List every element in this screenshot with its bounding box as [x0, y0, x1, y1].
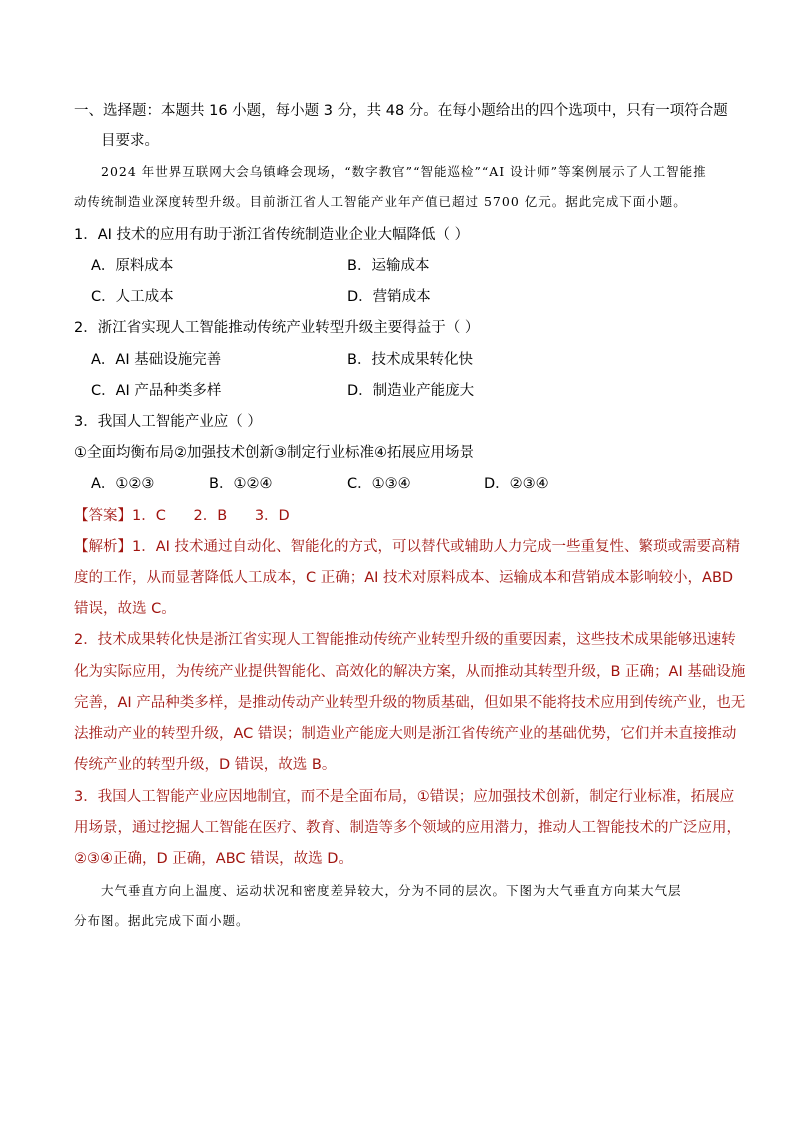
answer-block: [74, 506, 290, 526]
analysis-label: 【解析】: [74, 539, 132, 555]
question-3-option-a[interactable]: A．①②③: [91, 476, 155, 492]
analysis-p2-line5: 传统产业的转型升级，D 错误，故选 B。: [74, 757, 337, 773]
analysis-p2-line1: 2．技术成果转化快是浙江省实现人工智能推动传统产业转型升级的重要因素，这些技术成果能够迅速转: [74, 632, 736, 648]
analysis-p1-line3: 错误，故选 C。: [74, 601, 176, 617]
section-header-line1: 一、选择题：本题共 16 小题，每小题 3 分，共 48 分。在每小题给出的四个选项中，只有一项符合题: [74, 103, 728, 119]
question-2-option-a[interactable]: A．AI 基础设施完善: [91, 352, 222, 368]
analysis-p1-line1: [74, 537, 740, 557]
analysis-p2-line4: 法推动产业的转型升级，AC 错误；制造业产能庞大则是浙江省传统产业的基础优势，它们并未直接推动: [74, 726, 737, 742]
question-3-stem: 3．我国人工智能产业应（ ）: [74, 414, 262, 430]
question-1-option-c[interactable]: C．人工成本: [91, 289, 174, 305]
material1-line2: 动传统制造业深度转型升级。目前浙江省人工智能产业年产值已超过 5700 亿元。据此完成下面小题。: [74, 194, 687, 209]
question-2-option-d[interactable]: D．制造业产能庞大: [347, 383, 475, 399]
material1-line1: 2024 年世界互联网大会乌镇峰会现场，“数字教官”“智能巡检”“AI 设计师”等案例展示了人工智能推: [101, 164, 707, 179]
material2-line2: 分布图。据此完成下面小题。: [74, 913, 250, 928]
analysis-p3-line1: 3．我国人工智能产业应因地制宜，而不是全面布局，①错误；应加强技术创新，制定行业标准，拓展应: [74, 789, 735, 805]
question-3-option-c[interactable]: C．①③④: [347, 476, 411, 492]
analysis-p2-line2: 化为实际应用，为传统产业提供智能化、高效化的解决方案，从而推动其转型升级，B 正确；AI 基础设施: [74, 664, 746, 680]
analysis-p1-line2: 度的工作，从而显著降低人工成本，C 正确；AI 技术对原料成本、运输成本和营销成本影响较小，ABD: [74, 570, 734, 586]
question-2-option-c[interactable]: C．AI 产品种类多样: [91, 383, 222, 399]
analysis-p2-line3: 完善，AI 产品种类多样，是推动传动产业转型升级的物质基础，但如果不能将技术应用到传统产业，也无: [74, 695, 746, 711]
answer-label: 【答案】: [74, 508, 132, 524]
analysis-p3-line3: ②③④正确，D 正确，ABC 错误，故选 D。: [74, 851, 353, 867]
question-1-stem: 1．AI 技术的应用有助于浙江省传统制造业企业大幅降低（ ）: [74, 227, 470, 243]
question-3-option-b[interactable]: B．①②④: [209, 476, 273, 492]
question-1-option-d[interactable]: D．营销成本: [347, 289, 431, 305]
question-1-option-a[interactable]: A．原料成本: [91, 258, 174, 274]
section-header-line2: 目要求。: [101, 133, 159, 149]
question-2-stem: 2．浙江省实现人工智能推动传统产业转型升级主要得益于（ ）: [74, 320, 480, 336]
question-3-option-d[interactable]: D．②③④: [484, 476, 549, 492]
analysis-p1-text1: 1．AI 技术通过自动化、智能化的方式，可以替代或辅助人力完成一些重复性、繁琐或需要高精: [132, 539, 741, 555]
question-3-statements: ①全面均衡布局②加强技术创新③制定行业标准④拓展应用场景: [74, 445, 474, 461]
question-1-option-b[interactable]: B．运输成本: [347, 258, 430, 274]
analysis-p3-line2: 用场景，通过挖掘人工智能在医疗、教育、制造等多个领域的应用潜力，推动人工智能技术的广泛应用，: [74, 820, 741, 836]
material2-line1: 大气垂直方向上温度、运动状况和密度差异较大，分为不同的层次。下图为大气垂直方向某大气层: [101, 883, 682, 898]
question-2-option-b[interactable]: B．技术成果转化快: [347, 352, 473, 368]
answer-text: 1．C 2．B 3．D: [132, 508, 290, 524]
